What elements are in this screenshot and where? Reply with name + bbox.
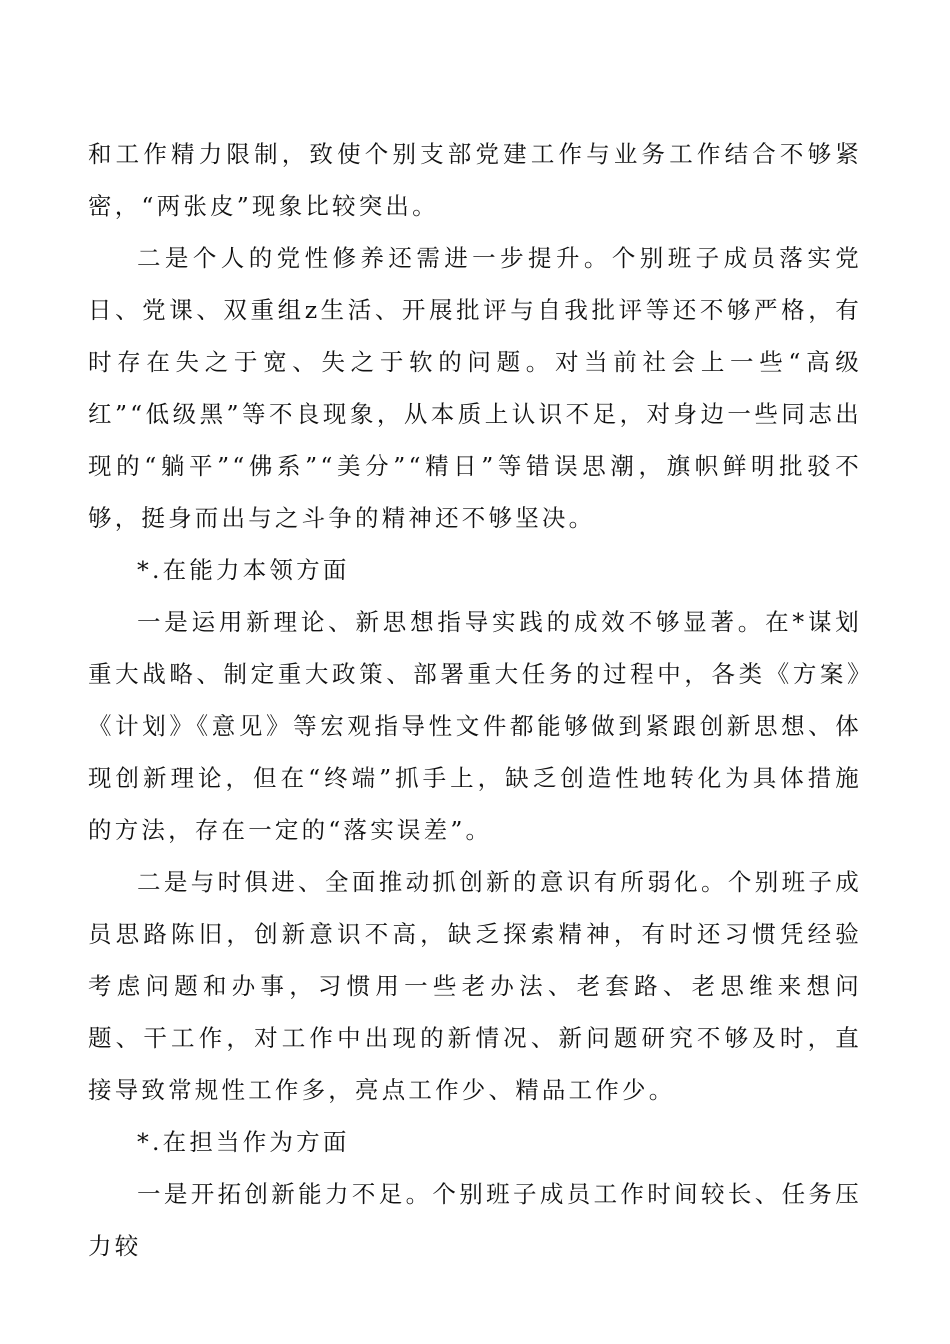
paragraph-party-spirit: 二是个人的党性修养还需进一步提升。个别班子成员落实党日、党课、双重组z生活、开展批评与自我批评等还不够严格，有时存在失之于宽、失之于软的问题。对当前社会上一些“高级红”“低级黑”等不良现象，从本质上认识不足，对身边一些同志出现的“躺平”“佛系”“美分”“精日”等错误思潮，旗帜鲜明批驳不够，挺身而出与之斗争的精神还不够坚决。 (88, 244, 862, 532)
paragraph-new-theory: 一是运用新理论、新思想指导实践的成效不够显著。在*谋划重大战略、制定重大政策、部署重大任务的过程中，各类《方案》《计划》《意见》等宏观指导性文件都能够做到紧跟创新思想、体现创新理论，但在“终端”抓手上，缺乏创造性地转化为具体措施的方法，存在一定的“落实误差”。 (88, 608, 862, 844)
section-heading-responsibility: *.在担当作为方面 (137, 1128, 350, 1156)
paragraph-pioneering: 一是开拓创新能力不足。个别班子成员工作时间较长、任务压力较 (88, 1180, 862, 1260)
paragraph-continuation: 和工作精力限制，致使个别支部党建工作与业务工作结合不够紧密，“两张皮”现象比较突出。 (88, 140, 862, 220)
section-heading-ability: *.在能力本领方面 (137, 556, 350, 584)
document-body (88, 128, 862, 1272)
paragraph-innovation-awareness: 二是与时俱进、全面推动抓创新的意识有所弱化。个别班子成员思路陈旧，创新意识不高，缺乏探索精神，有时还习惯凭经验考虑问题和办事，习惯用一些老办法、老套路、老思维来想问题、干工作，对工作中出现的新情况、新问题研究不够及时，直接导致常规性工作多，亮点工作少、精品工作少。 (88, 868, 862, 1104)
